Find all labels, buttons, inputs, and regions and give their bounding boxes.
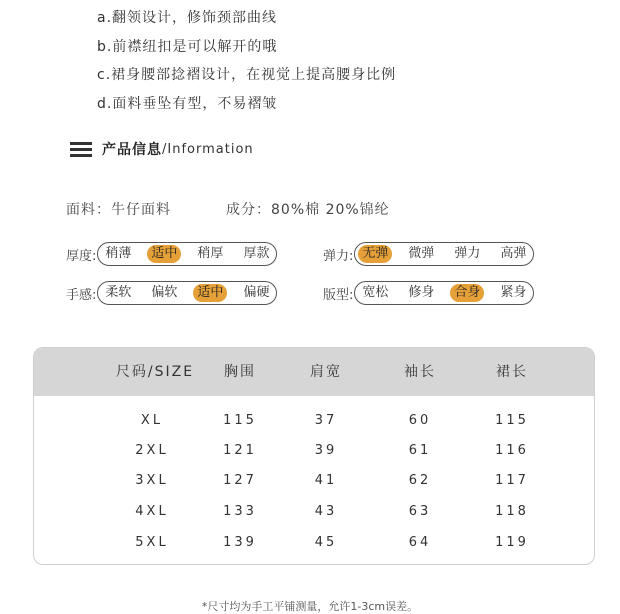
attribute-label: 厚度: [66, 248, 97, 264]
table-cell: 4XL [135, 504, 169, 519]
attribute-elasticity [323, 242, 534, 266]
table-cell: 2XL [135, 443, 169, 458]
header-size: 尺码/SIZE [115, 364, 195, 380]
feature-item: d.面料垂坠有型，不易褶皱 [97, 95, 278, 112]
option-pill [354, 281, 534, 305]
table-cell: 3XL [135, 473, 169, 488]
option-pill [354, 242, 534, 266]
option: 宽松 [362, 285, 389, 300]
table-row [34, 439, 594, 463]
table-cell: 116 [495, 443, 529, 458]
feature-item: c.裙身腰部捻褶设计，在视觉上提高腰身比例 [97, 67, 397, 83]
table-cell: 64 [408, 535, 432, 550]
option: 稍薄 [105, 246, 132, 261]
option: 弹力 [454, 246, 481, 261]
table-cell: 63 [408, 504, 432, 519]
menu-lines-icon [70, 142, 92, 157]
option: 偏软 [151, 285, 178, 300]
table-cell: 43 [314, 504, 338, 519]
option: 柔软 [105, 285, 132, 300]
table-cell: 61 [408, 443, 432, 458]
option: 稍厚 [197, 246, 224, 261]
feature-item: b.前襟纽扣是可以解开的哦 [97, 38, 278, 55]
option: 厚款 [243, 246, 270, 261]
attribute-thickness [66, 242, 277, 266]
header-shoulder: 肩宽 [310, 364, 342, 380]
size-table-header [34, 348, 594, 396]
composition-info: 成分：80%棉 20%锦纶 [226, 202, 390, 218]
attribute-label: 弹力: [323, 248, 354, 264]
header-skirt-length: 裙长 [496, 364, 528, 380]
size-table [33, 347, 595, 565]
table-cell: 5XL [135, 535, 169, 550]
table-cell: 139 [223, 535, 257, 550]
measurement-footnote: *尺寸均为手工平铺测量，允许1-3cm误差。 [201, 600, 419, 613]
table-cell: 37 [314, 413, 338, 428]
option-selected: 合身 [450, 284, 484, 302]
attribute-fit [323, 281, 534, 305]
option: 紧身 [500, 285, 527, 300]
table-cell: 62 [408, 473, 432, 488]
attribute-label: 手感: [66, 287, 97, 303]
option: 微弹 [408, 246, 435, 261]
feature-item: a.翻领设计，修饰颈部曲线 [97, 10, 278, 26]
table-cell: 118 [495, 504, 529, 519]
feature-list [97, 4, 396, 118]
fabric-info: 面料：牛仔面料 [66, 202, 171, 218]
section-title: 产品信息 [102, 142, 162, 158]
option: 修身 [408, 285, 435, 300]
option-selected: 无弹 [358, 245, 392, 263]
table-cell: 121 [223, 443, 257, 458]
option-pill [97, 281, 277, 305]
table-cell: 41 [314, 473, 338, 488]
option: 偏硬 [243, 285, 270, 300]
product-info-header [70, 139, 254, 159]
table-cell: 133 [223, 504, 257, 519]
table-cell: 39 [314, 443, 338, 458]
attribute-label: 版型: [323, 287, 354, 303]
table-row [34, 531, 594, 555]
table-cell: 117 [495, 473, 529, 488]
option: 高弹 [500, 246, 527, 261]
header-sleeve: 袖长 [404, 364, 436, 380]
attribute-feel [66, 281, 277, 305]
table-cell: 127 [223, 473, 257, 488]
table-cell: 119 [495, 535, 529, 550]
section-subtitle: /Information [162, 141, 254, 157]
option-selected: 适中 [193, 284, 227, 302]
table-row [34, 409, 594, 433]
table-cell: XL [140, 413, 164, 428]
table-cell: 115 [495, 413, 529, 428]
table-cell: 45 [314, 535, 338, 550]
header-chest: 胸围 [224, 364, 256, 380]
option-selected: 适中 [147, 245, 181, 263]
table-row [34, 469, 594, 493]
table-cell: 60 [408, 413, 432, 428]
option-pill [97, 242, 277, 266]
table-cell: 115 [223, 413, 257, 428]
table-row [34, 500, 594, 524]
